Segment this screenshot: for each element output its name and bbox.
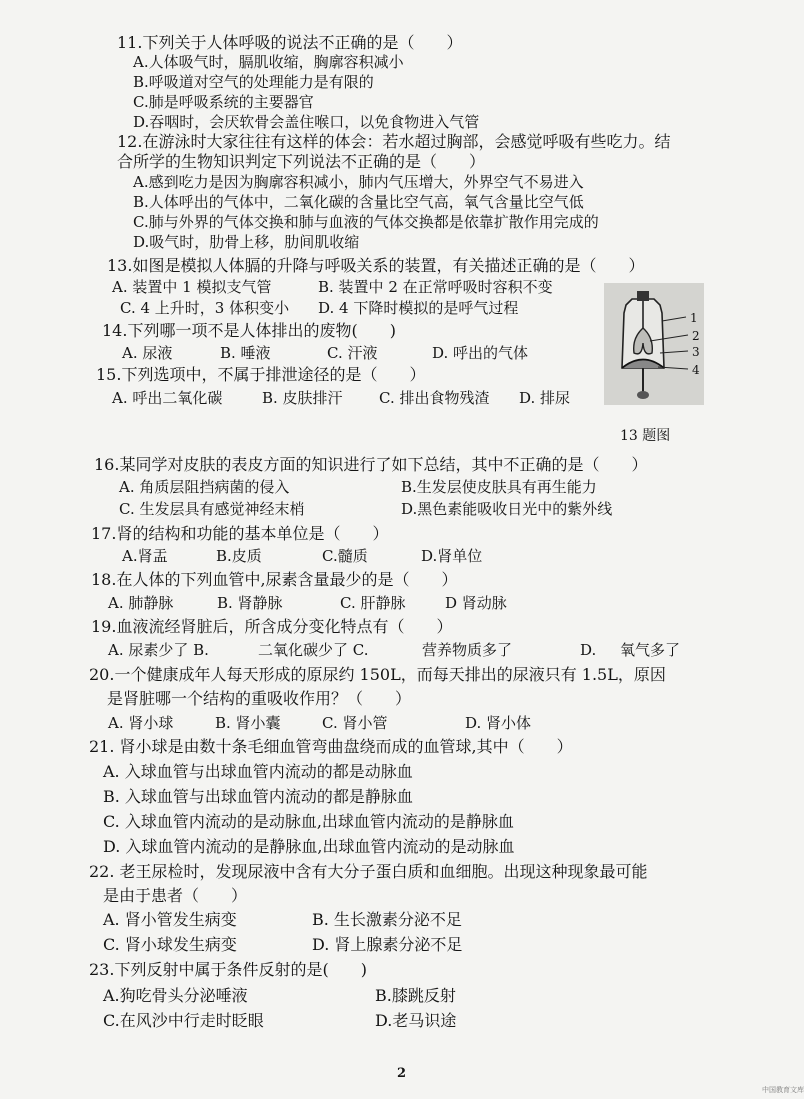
- option: A. 肺静脉: [108, 594, 174, 612]
- option: B. 生长激素分泌不足: [312, 910, 462, 929]
- option: C. 生发层具有感觉神经末梢: [119, 500, 305, 518]
- option: A. 肾小球: [108, 714, 174, 732]
- option: B.呼吸道对空气的处理能力是有限的: [133, 73, 374, 91]
- option: C. 肾小球发生病变: [103, 935, 237, 954]
- option: B.皮质: [216, 547, 262, 565]
- option: A. 装置中 1 模拟支气管: [112, 278, 272, 296]
- option: 氧气多了: [620, 641, 681, 659]
- bell-jar-diaphragm-model-figure: [604, 283, 704, 405]
- option: A. 呼出二氧化碳: [112, 389, 223, 407]
- option: D. 排尿: [519, 389, 571, 407]
- bell-jar-model-drawing: [604, 283, 704, 405]
- option: D. 肾上腺素分泌不足: [312, 935, 463, 954]
- option: D.吞咽时，会厌软骨会盖住喉口，以免食物进入气管: [133, 113, 480, 131]
- option: D. 呼出的气体: [432, 344, 529, 362]
- option: A. 尿液: [122, 344, 173, 362]
- option: B. 肾小囊: [215, 714, 281, 732]
- question-13-stem: 13.如图是模拟人体膈的升降与呼吸关系的装置，有关描述正确的是（ ）: [107, 256, 645, 275]
- figure-label-2: 2: [692, 329, 700, 343]
- question-17-stem: 17.肾的结构和功能的基本单位是（ ）: [91, 524, 389, 543]
- question-19-stem: 19.血液流经肾脏后，所含成分变化特点有（ ）: [91, 617, 453, 636]
- figure-label-1: 1: [690, 311, 698, 325]
- question-20-stem-cont: 是肾脏哪一个结构的重吸收作用？（ ）: [107, 689, 412, 708]
- option: D.吸气时，肋骨上移，肋间肌收缩: [133, 233, 360, 251]
- figure-label-3: 3: [692, 345, 700, 359]
- page-number: 2: [397, 1066, 407, 1081]
- option: D. 入球血管内流动的是静脉血,出球血管内流动的是动脉血: [103, 837, 515, 856]
- option: B. 唾液: [220, 344, 271, 362]
- option: A. 尿素少了 B.: [108, 641, 209, 659]
- option: C. 排出食物残渣: [379, 389, 490, 407]
- option: C. 肾小管: [322, 714, 388, 732]
- option: A.狗吃骨头分泌唾液: [103, 986, 248, 1005]
- option: A.人体吸气时，膈肌收缩，胸廓容积减小: [133, 53, 404, 71]
- question-23-stem: 23.下列反射中属于条件反射的是( ): [89, 960, 367, 979]
- figure-label-4: 4: [692, 363, 700, 377]
- question-22-stem: 22. 老王尿检时，发现尿液中含有大分子蛋白质和血细胞。出现这种现象最可能: [89, 862, 648, 881]
- option: A. 入球血管与出球血管内流动的都是动脉血: [103, 762, 413, 781]
- option: D 肾动脉: [445, 594, 507, 612]
- option: A. 肾小管发生病变: [103, 910, 237, 929]
- option: B.膝跳反射: [375, 986, 456, 1005]
- option: B. 入球血管与出球血管内流动的都是静脉血: [103, 787, 413, 806]
- question-15-stem: 15.下列选项中，不属于排泄途径的是（ ）: [96, 365, 426, 384]
- question-11-stem: 11.下列关于人体呼吸的说法不正确的是（ ）: [117, 33, 463, 52]
- question-18-stem: 18.在人体的下列血管中,尿素含量最少的是（ ）: [91, 570, 458, 589]
- option: C. 4 上升时，3 体积变小: [120, 299, 290, 317]
- option: D.老马识途: [375, 1011, 457, 1030]
- option: 二氧化碳少了 C.: [258, 641, 369, 659]
- option: B.生发层使皮肤具有再生能力: [401, 478, 597, 496]
- question-20-stem: 20.一个健康成年人每天形成的原尿约 150L，而每天排出的尿液只有 1.5L，原因: [89, 665, 666, 684]
- option: D. 肾小体: [465, 714, 532, 732]
- option: A.感到吃力是因为胸廓容积减小，肺内气压增大，外界空气不易进入: [133, 173, 584, 191]
- option: D.黑色素能吸收日光中的紫外线: [401, 500, 613, 518]
- option: C.肺是呼吸系统的主要器官: [133, 93, 314, 111]
- watermark: 中国教育文库: [762, 1086, 804, 1094]
- figure-caption: 13 题图: [620, 428, 671, 444]
- question-22-stem-cont: 是由于患者（ ）: [103, 886, 248, 905]
- question-14-stem: 14.下列哪一项不是人体排出的废物( ): [102, 321, 396, 340]
- option: A. 角质层阻挡病菌的侵入: [119, 478, 290, 496]
- option: D.: [580, 641, 597, 659]
- question-16-stem: 16.某同学对皮肤的表皮方面的知识进行了如下总结，其中不正确的是（ ）: [94, 455, 648, 474]
- option: C.髓质: [322, 547, 368, 565]
- option: C.肺与外界的气体交换和肺与血液的气体交换都是依靠扩散作用完成的: [133, 213, 599, 231]
- option: C. 肝静脉: [340, 594, 406, 612]
- option: 营养物质多了: [422, 641, 513, 659]
- question-12-stem-cont: 合所学的生物知识判定下列说法不正确的是（ ）: [117, 152, 486, 171]
- question-21-stem: 21. 肾小球是由数十条毛细血管弯曲盘绕而成的血管球,其中（ ）: [89, 737, 573, 756]
- option: B. 装置中 2 在正常呼吸时容积不变: [318, 278, 553, 296]
- option: B. 肾静脉: [217, 594, 283, 612]
- option: C. 入球血管内流动的是动脉血,出球血管内流动的是静脉血: [103, 812, 514, 831]
- option: C. 汗液: [327, 344, 378, 362]
- option: D. 4 下降时模拟的是呼气过程: [318, 299, 519, 317]
- option: B. 皮肤排汗: [262, 389, 343, 407]
- option: C.在风沙中行走时眨眼: [103, 1011, 264, 1030]
- option: A.肾盂: [122, 547, 168, 565]
- option: D.肾单位: [421, 547, 483, 565]
- question-12-stem: 12.在游泳时大家往往有这样的体会：若水超过胸部，会感觉呼吸有些吃力。结: [117, 132, 671, 151]
- option: B.人体呼出的气体中，二氧化碳的含量比空气高，氧气含量比空气低: [133, 193, 584, 211]
